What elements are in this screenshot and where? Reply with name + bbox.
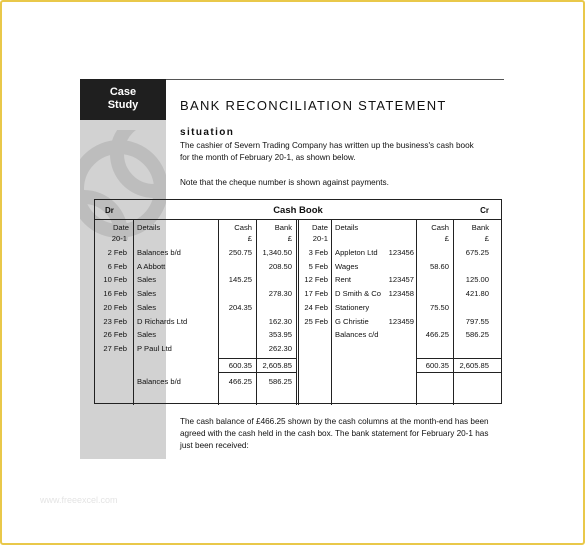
column-rule (298, 219, 299, 405)
cr-row-details: D Smith & Co (335, 289, 381, 299)
dr-date-header: Date (112, 223, 129, 232)
dr-row-date: 27 Feb (103, 343, 127, 353)
cr-row-cheque: 123459 (388, 316, 414, 326)
cash-book-table (94, 199, 502, 404)
cr-row-details: Rent (335, 275, 352, 285)
cr-row-details: Stationery (335, 302, 370, 312)
cr-row-cheque: 123456 (388, 248, 414, 257)
intro-line: for the month of February 20-1, as shown below. (180, 153, 356, 162)
cr-row-details: Appleton Ltd (335, 248, 378, 257)
dr-row-bank: 262.30 (268, 343, 292, 353)
cr-cash-header: Cash (431, 223, 449, 232)
dr-row-details: Sales (137, 330, 156, 340)
dr-row-details: A Abbott (137, 261, 166, 271)
cr-bank-header: Bank (471, 223, 489, 232)
column-rule (453, 219, 454, 405)
cash-book-title: Cash Book (273, 205, 323, 216)
dr-row-cash: 250.75 (228, 248, 252, 257)
dr-row-bank: 162.30 (268, 316, 292, 326)
cr-row-cash: 58.60 (429, 261, 449, 271)
total-rule (416, 372, 453, 373)
dr-row-date: 16 Feb (103, 289, 127, 299)
closing-line: agreed with the cash held in the cash box. The bank statement for February 20-1 has (180, 429, 489, 438)
dr-label: Dr (105, 206, 114, 215)
dr-row-bank: 278.30 (268, 289, 292, 299)
dr-balance-bd-bank: 586.25 (268, 377, 292, 386)
cr-row-bank: 421.80 (465, 289, 489, 299)
cr-date-header: Date (311, 223, 328, 232)
cr-row-cheque: 123457 (388, 275, 414, 285)
closing-line: The cash balance of £466.25 shown by the cash columns at the month-end has been (180, 417, 489, 426)
cr-row-cheque: 123458 (388, 289, 414, 299)
cr-row-date: 17 Feb (304, 289, 328, 299)
top-rule (166, 79, 504, 80)
cr-row-cash: 466.25 (425, 330, 449, 340)
study-label: Study (107, 99, 139, 111)
total-rule (453, 372, 501, 373)
cr-total-cash: 600.35 (425, 361, 449, 370)
cr-year: 20-1 (312, 234, 328, 243)
dr-balance-bd-cash: 466.25 (228, 377, 252, 386)
dr-row-date: 23 Feb (103, 316, 127, 326)
dr-total-bank: 2,605.85 (262, 361, 292, 370)
dr-details-header: Details (137, 223, 161, 232)
dr-row-date: 26 Feb (103, 330, 127, 340)
dr-bank-currency: £ (287, 234, 292, 243)
dr-row-details: Sales (137, 289, 156, 299)
dr-row-bank: 208.50 (268, 261, 292, 271)
dr-row-bank: 353.95 (268, 330, 292, 340)
cr-row-details: Balances c/d (335, 330, 379, 340)
column-rule (331, 219, 332, 405)
dr-row-details: D Richards Ltd (137, 316, 188, 326)
note-paragraph: Note that the cheque number is shown against payments. (180, 178, 389, 187)
intro-line: The cashier of Severn Trading Company has written up the business's cash book (180, 141, 474, 150)
situation-heading: situation (180, 127, 235, 138)
closing-line: just been received: (180, 441, 249, 450)
column-rule (296, 219, 297, 405)
dr-row-date: 10 Feb (103, 275, 127, 285)
dr-row-date: 20 Feb (103, 302, 127, 312)
dr-row-details: P Paul Ltd (137, 343, 172, 353)
dr-cash-header: Cash (234, 223, 252, 232)
watermark: www.freeexcel.com (40, 495, 118, 505)
intro-paragraph (180, 140, 510, 164)
cr-row-bank: 125.00 (465, 275, 489, 285)
cr-cash-currency: £ (444, 234, 449, 243)
dr-row-cash: 204.35 (228, 302, 252, 312)
cr-row-date: 5 Feb (308, 261, 328, 271)
cash-book-header (95, 200, 501, 220)
dr-cash-currency: £ (247, 234, 252, 243)
cr-row-date: 24 Feb (304, 302, 328, 312)
cr-row-date: 3 Feb (308, 248, 328, 257)
cr-row-details: Wages (335, 261, 359, 271)
dr-row-date: 6 Feb (107, 261, 127, 271)
cr-total-bank: 2,605.85 (459, 361, 489, 370)
dr-balance-bd-details: Balances b/d (137, 377, 181, 386)
total-rule (453, 358, 501, 359)
cr-details-header: Details (335, 223, 359, 232)
cr-row-cash: 75.50 (429, 302, 449, 312)
total-rule (218, 358, 256, 359)
total-rule (256, 358, 296, 359)
closing-paragraph (180, 416, 510, 452)
column-rule (133, 219, 134, 405)
cr-bank-currency: £ (484, 234, 489, 243)
dr-row-date: 2 Feb (107, 248, 127, 257)
page-title: BANK RECONCILIATION STATEMENT (180, 98, 447, 113)
dr-row-details: Sales (137, 302, 156, 312)
dr-total-cash: 600.35 (228, 361, 252, 370)
dr-row-cash: 145.25 (228, 275, 252, 285)
cr-row-bank: 675.25 (465, 248, 489, 257)
cr-label: Cr (480, 206, 489, 215)
cr-row-bank: 586.25 (465, 330, 489, 340)
total-rule (218, 372, 256, 373)
case-label: Case (109, 86, 137, 98)
dr-row-bank: 1,340.50 (262, 248, 292, 257)
column-rule (416, 219, 417, 405)
cr-row-details: G Christie (335, 316, 369, 326)
total-rule (256, 372, 296, 373)
case-study-label (80, 79, 166, 120)
dr-bank-header: Bank (274, 223, 292, 232)
total-rule (416, 358, 453, 359)
cr-row-date: 25 Feb (304, 316, 328, 326)
dr-year: 20-1 (111, 234, 127, 243)
cr-row-date: 12 Feb (304, 275, 328, 285)
cr-row-bank: 797.55 (465, 316, 489, 326)
dr-row-details: Sales (137, 275, 156, 285)
dr-row-details: Balances b/d (137, 248, 181, 257)
